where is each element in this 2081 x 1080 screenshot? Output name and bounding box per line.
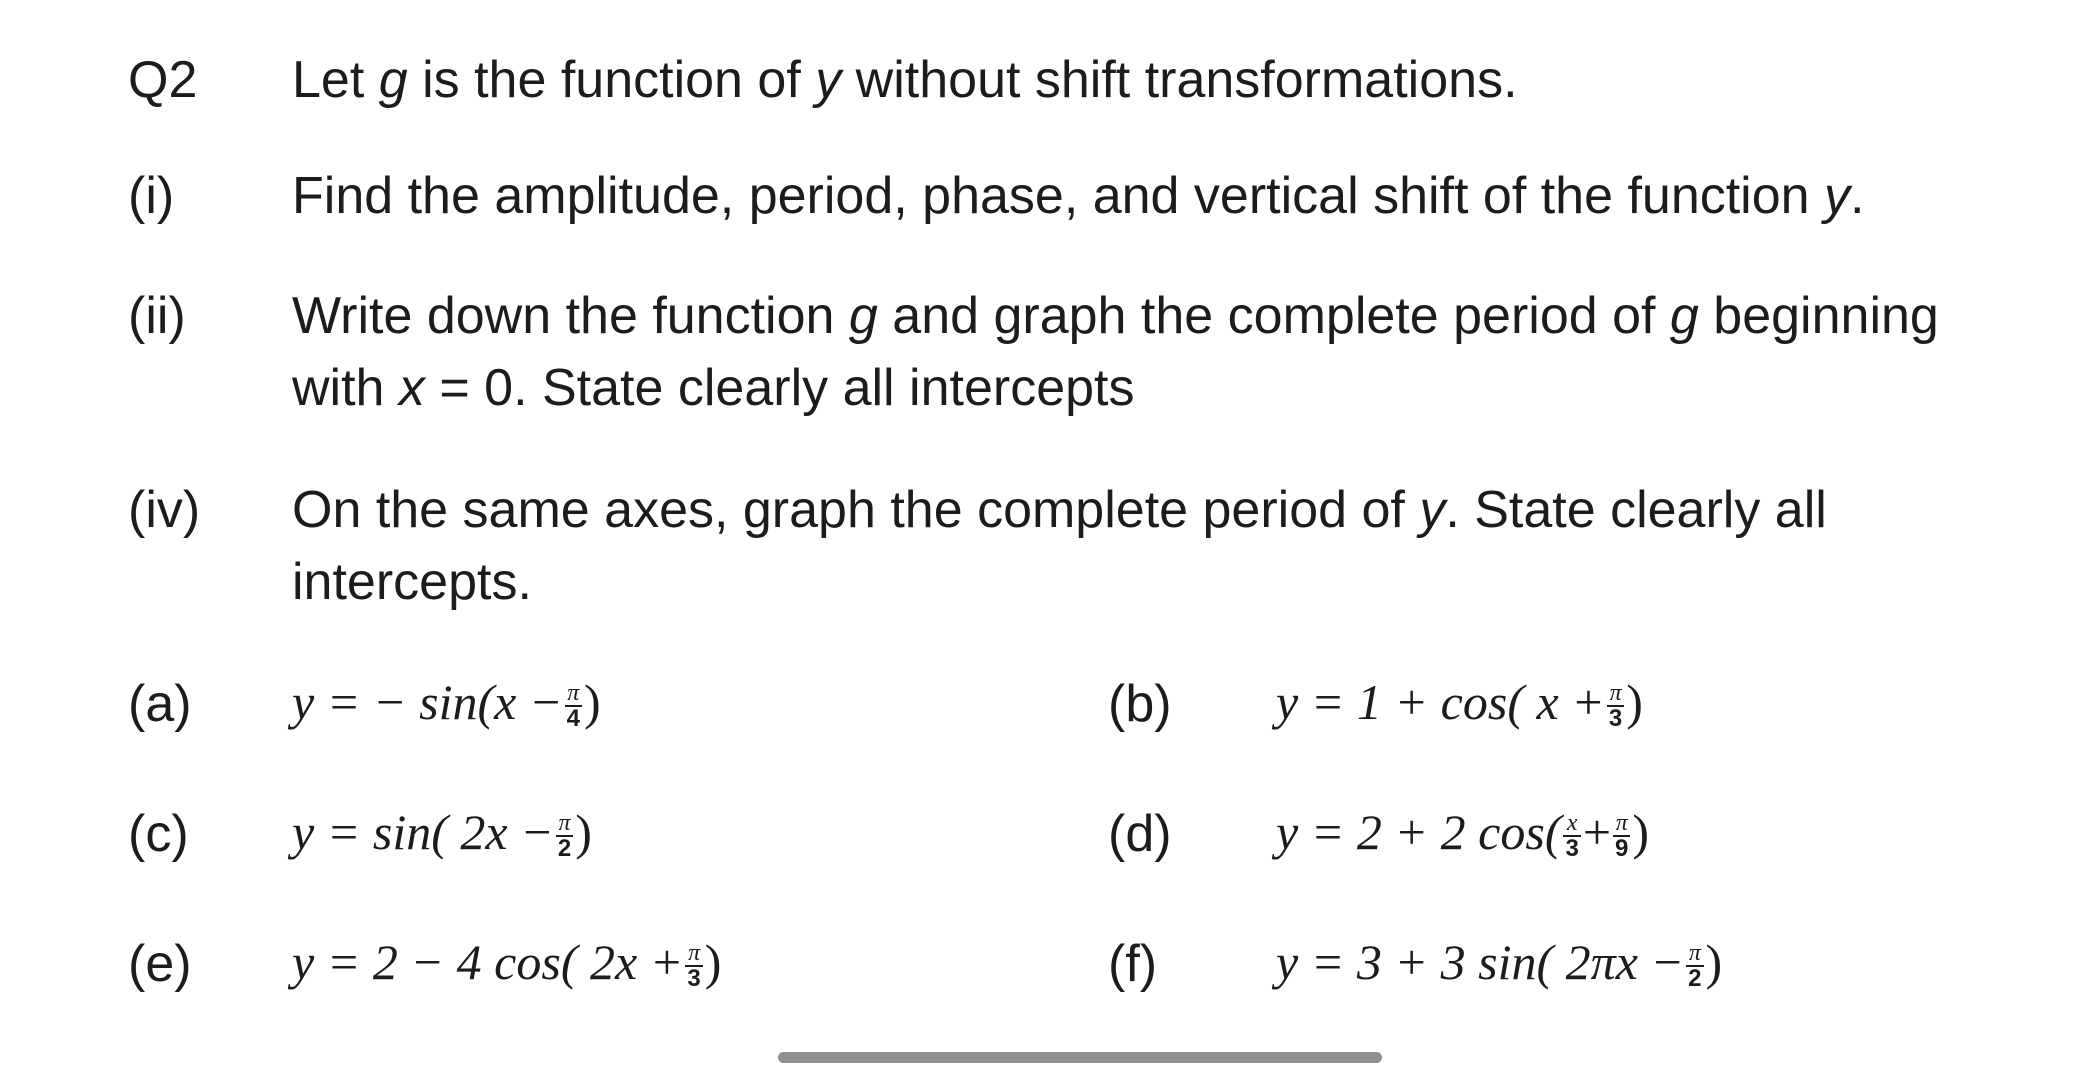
- fraction: $\frac{\pi}{4}$: [566, 679, 580, 732]
- fraction: $\frac{\pi}{2}$: [1688, 939, 1702, 992]
- part-label-i: (i): [128, 167, 175, 225]
- home-indicator[interactable]: [778, 1052, 1382, 1063]
- equation-label-d: (d): [1108, 805, 1172, 863]
- equation-label-e: (e): [128, 935, 192, 993]
- fraction: $\frac{\pi}{2}$: [557, 809, 572, 862]
- equation-f: y = 3 + 3 sin( 2πx − $\frac{\pi}{2}$ ): [1276, 934, 1723, 992]
- question-number: Q2: [128, 51, 198, 109]
- fraction: $\frac{\pi}{3}$: [1608, 679, 1623, 732]
- equation-label-b: (b): [1108, 675, 1172, 733]
- fraction: $\frac{\pi}{3}$: [687, 939, 701, 992]
- part-iv-text: On the same axes, graph the complete period of y. State clearly all intercepts.: [292, 481, 1827, 611]
- equation-label-f: (f): [1108, 935, 1158, 993]
- part-label-ii: (ii): [128, 287, 186, 345]
- fraction: $\frac{x}{3}$: [1565, 809, 1579, 862]
- part-i-text: Find the amplitude, period, phase, and vertical shift of the function y.: [292, 167, 1865, 225]
- part-label-iv: (iv): [128, 481, 201, 539]
- equation-c: y = sin( 2x − $\frac{\pi}{2}$ ): [292, 804, 592, 862]
- equation-d: y = 2 + 2 cos( $\frac{x}{3}$ + $\frac{\pi}{9}$ ): [1276, 804, 1650, 862]
- equation-a: y = − sin(x − $\frac{\pi}{4}$ ): [292, 674, 601, 732]
- fraction: $\frac{\pi}{9}$: [1615, 809, 1629, 862]
- question-intro: Let g is the function of y without shift transformations.: [292, 51, 1518, 109]
- equation-b: y = 1 + cos( x + $\frac{\pi}{3}$ ): [1276, 674, 1643, 732]
- equation-label-a: (a): [128, 675, 192, 733]
- equation-label-c: (c): [128, 805, 189, 863]
- equation-e: y = 2 − 4 cos( 2x + $\frac{\pi}{3}$ ): [292, 934, 722, 992]
- part-ii-text: Write down the function g and graph the complete period of g beginning with x = 0. State clearly all intercepts: [292, 287, 1939, 417]
